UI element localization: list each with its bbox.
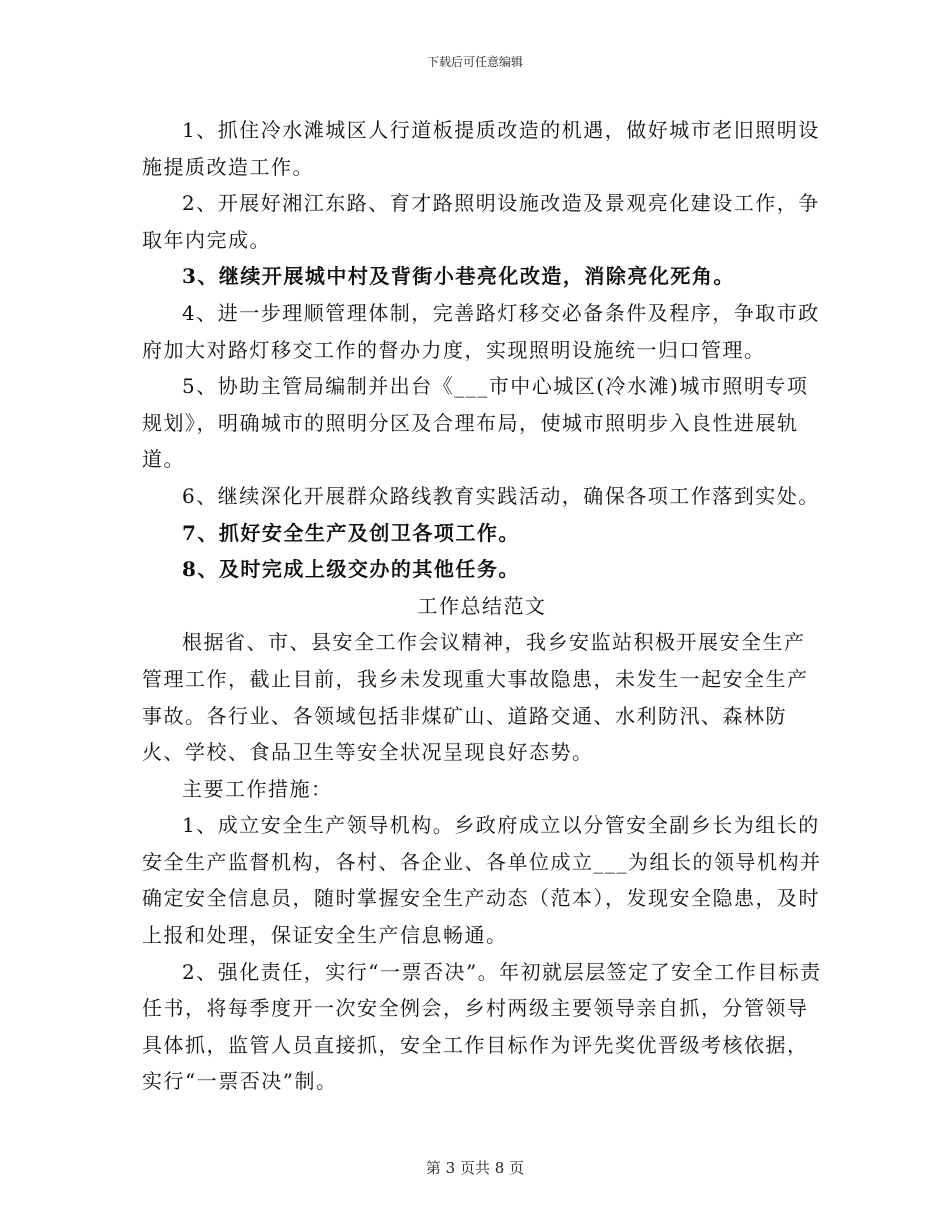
section-title: 工作总结范文 xyxy=(417,593,547,618)
paragraph-1: 1、抓住冷水滩城区人行道板提质改造的机遇，做好城市老旧照明设施提质改造工作。 xyxy=(142,118,820,179)
paragraph-7: 7、抓好安全生产及创卫各项工作。 xyxy=(182,520,520,545)
paragraph-6: 6、继续深化开展群众路线教育实践活动，确保各项工作落到实处。 xyxy=(182,483,820,508)
page-footer: 第 3 页共 8 页 xyxy=(425,1159,525,1177)
paragraph-5: 5、协助主管局编制并出台《___市中心城区(冷水滩)城市照明专项规划》，明确城市的照明分区及合理布局，使城市照明步入良性进展轨道。 xyxy=(142,374,809,472)
paragraph-8: 8、及时完成上级交办的其他任务。 xyxy=(182,557,520,582)
paragraph-2: 2、开展好湘江东路、育才路照明设施改造及景观亮化建设工作，争取年内完成。 xyxy=(142,191,820,252)
paragraph-3: 3、继续开展城中村及背街小巷亮化改造，消除亮化死角。 xyxy=(182,264,735,289)
measures-heading: 主要工作措施： xyxy=(182,776,333,801)
page-header: 下载后可任意编辑 xyxy=(426,55,523,69)
summary-paragraph: 根据省、市、县安全工作会议精神，我乡安监站积极开展安全生产管理工作，截止目前，我乡未发现重大事故隐患，未发生一起安全生产事故。各行业、各领域包括非煤矿山、道路交通、水利防汛、森林防火、学校、食品卫生等安全状况呈现良好态势。 xyxy=(142,630,809,765)
document-body xyxy=(142,112,822,1100)
measure-1: 1、成立安全生产领导机构。乡政府成立以分管安全副乡长为组长的安全生产监督机构，各村、各企业、各单位成立___为组长的领导机构并确定安全信息员，随时掌握安全生产动态（范本），发现安全隐患，及时上报和处理，保证安全生产信息畅通。 xyxy=(142,813,822,948)
paragraph-4: 4、进一步理顺管理体制，完善路灯移交必备条件及程序，争取市政府加大对路灯移交工作的督办力度，实现照明设施统一归口管理。 xyxy=(142,300,820,362)
measure-2: 2、强化责任，实行“一票否决”。年初就层层签定了安全工作目标责任书，将每季度开一次安全例会，乡村两级主要领导亲自抓，分管领导具体抓，监管人员直接抓，安全工作目标作为评先奖优晋级考核依据，实行“一票否决”制。 xyxy=(142,959,822,1094)
